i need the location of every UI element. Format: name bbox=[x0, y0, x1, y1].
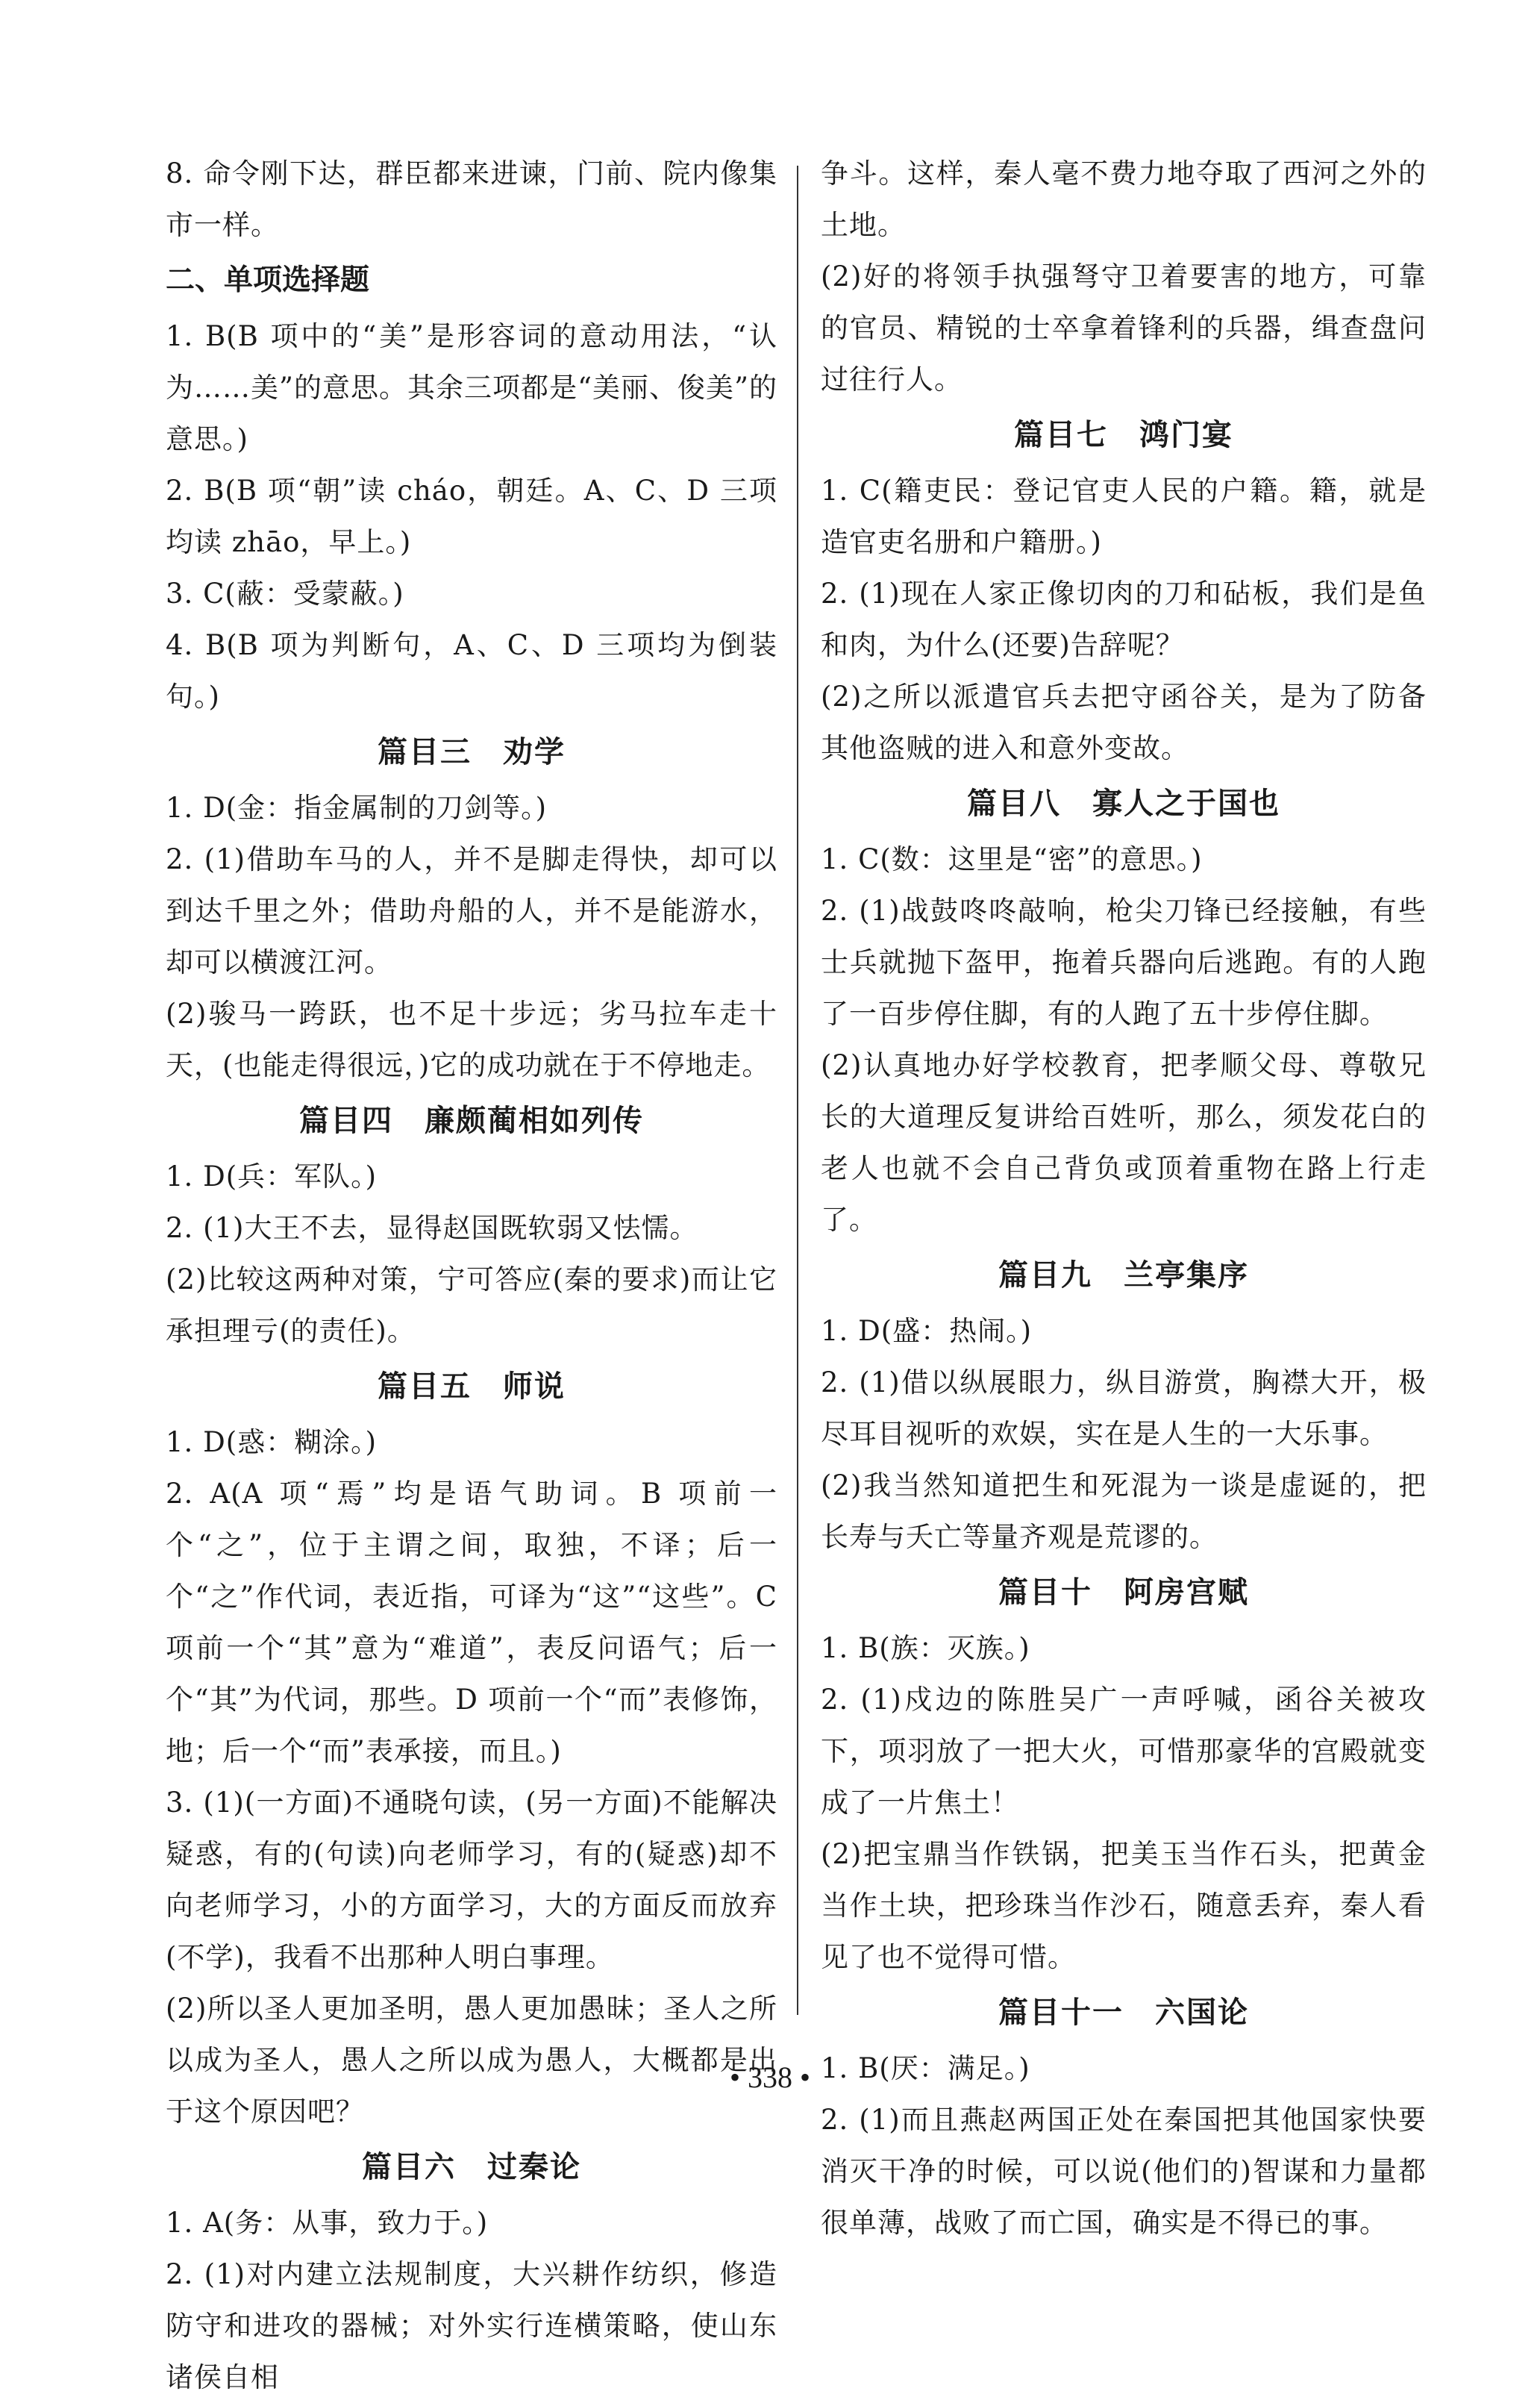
answer-paragraph: 1. D(惑：糊涂。) bbox=[166, 1426, 378, 1458]
answer-paragraph: 2. (1)现在人家正像切肉的刀和砧板，我们是鱼和肉，为什么(还要)告辞呢？ bbox=[821, 578, 1427, 661]
answer-paragraph: 1. B(厌：满足。) bbox=[821, 2052, 1030, 2084]
answer-paragraph: 1. B(族：灭族。) bbox=[821, 1632, 1030, 1664]
answer-paragraph: 2. (1)而且燕赵两国正处在秦国把其他国家快要消灭干净的时候，可以说(他们的)智谋和力量都很单薄，战败了而亡国，确实是不得已的事。 bbox=[821, 2104, 1427, 2239]
right-column bbox=[821, 148, 1427, 2249]
column-divider bbox=[797, 166, 798, 2015]
section-heading: 二、单项选择题 bbox=[166, 263, 370, 297]
answer-paragraph: 1. D(盛：热闹。) bbox=[821, 1315, 1033, 1347]
answer-paragraph: 1. D(兵：军队。) bbox=[166, 1160, 378, 1193]
answer-paragraph: (2)把宝鼎当作铁锅，把美玉当作石头，把黄金当作土块，把珍珠当作沙石，随意丢弃，秦人看见了也不觉得可惜。 bbox=[821, 1838, 1427, 1973]
section-title: 篇目五 师说 bbox=[378, 1369, 566, 1404]
section-title: 篇目九 兰亭集序 bbox=[998, 1258, 1249, 1293]
answer-paragraph: 争斗。这样，秦人毫不费力地夺取了西河之外的土地。 bbox=[821, 157, 1427, 241]
answer-paragraph: 1. C(籍吏民：登记官吏人民的户籍。籍，就是造官吏名册和户籍册。) bbox=[821, 475, 1427, 558]
answer-paragraph: 4. B(B 项为判断句，A、C、D 三项均为倒装句。) bbox=[166, 629, 777, 713]
answer-paragraph: (2)我当然知道把生和死混为一谈是虚诞的，把长寿与夭亡等量齐观是荒谬的。 bbox=[821, 1469, 1427, 1553]
answer-paragraph: 2. A(A 项“焉”均是语气助词。B 项前一个“之”，位于主谓之间，取独，不译；后一个“之”作代词，表近指，可译为“这”“这些”。C 项前一个“其”意为“难道”，表反问语气；后一个“其”为代词，那些。D 项前一个“而”表修饰，地；后一个“而”表承接，而且。) bbox=[166, 1478, 777, 1767]
section-title: 篇目六 过秦论 bbox=[362, 2150, 581, 2184]
answer-paragraph: (2)之所以派遣官兵去把守函谷关，是为了防备其他盗贼的进入和意外变故。 bbox=[821, 681, 1427, 764]
answer-paragraph: 2. (1)借助车马的人，并不是脚走得快，却可以到达千里之外；借助舟船的人，并不是能游水，却可以横渡江河。 bbox=[166, 843, 777, 978]
answer-paragraph: (2)骏马一跨跃，也不足十步远；劣马拉车走十天，(也能走得很远，)它的成功就在于不停地走。 bbox=[166, 998, 777, 1081]
answer-paragraph: 1. B(B 项中的“美”是形容词的意动用法，“认为……美”的意思。其余三项都是“美丽、俊美”的意思。) bbox=[166, 320, 777, 455]
answer-paragraph: 2. (1)借以纵展眼力，纵目游赏，胸襟大开，极尽耳目视听的欢娱，实在是人生的一大乐事。 bbox=[821, 1366, 1427, 1450]
section-title: 篇目四 廉颇蔺相如列传 bbox=[299, 1104, 644, 1138]
answer-paragraph: 3. C(蔽：受蒙蔽。) bbox=[166, 578, 404, 610]
answer-paragraph: 2. (1)对内建立法规制度，大兴耕作纺织，修造防守和进攻的器械；对外实行连横策略，使山东诸侯自相 bbox=[166, 2258, 777, 2393]
section-title: 篇目三 劝学 bbox=[378, 735, 566, 769]
answer-paragraph: 2. (1)戍边的陈胜吴广一声呼喊，函谷关被攻下，项羽放了一把大火，可惜那豪华的宫殿就变成了一片焦土！ bbox=[821, 1684, 1427, 1819]
page-number: • 338 • bbox=[729, 2060, 810, 2094]
answer-paragraph: (2)好的将领手执强弩守卫着要害的地方，可靠的官员、精锐的士卒拿着锋利的兵器，缉查盘问过往行人。 bbox=[821, 260, 1427, 396]
section-title: 篇目十 阿房宫赋 bbox=[998, 1575, 1249, 1610]
answer-paragraph: (2)认真地办好学校教育，把孝顺父母、尊敬兄长的大道理反复讲给百姓听，那么，须发花白的老人也就不会自己背负或顶着重物在路上行走了。 bbox=[821, 1049, 1427, 1236]
answer-paragraph: 8. 命令刚下达，群臣都来进谏，门前、院内像集市一样。 bbox=[166, 157, 777, 241]
answer-paragraph: 1. A(务：从事，致力于。) bbox=[166, 2207, 489, 2239]
section-title: 篇目八 寡人之于国也 bbox=[967, 787, 1280, 821]
answer-paragraph: 1. D(金：指金属制的刀剑等。) bbox=[166, 792, 548, 824]
answer-paragraph: 1. C(数：这里是“密”的意思。) bbox=[821, 843, 1203, 875]
answer-paragraph: (2)所以圣人更加圣明，愚人更加愚昧；圣人之所以成为圣人，愚人之所以成为愚人，大概都是出于这个原因吧？ bbox=[166, 1993, 777, 2128]
answer-paragraph: (2)比较这两种对策，宁可答应(秦的要求)而让它承担理亏(的责任)。 bbox=[166, 1263, 777, 1347]
answer-paragraph: 2. (1)大王不去，显得赵国既软弱又怯懦。 bbox=[166, 1212, 698, 1244]
answer-paragraph: 2. B(B 项“朝”读 cháo，朝廷。A、C、D 三项均读 zhāo，早上。) bbox=[166, 475, 777, 558]
answer-paragraph: 3. (1)(一方面)不通晓句读，(另一方面)不能解决疑惑，有的(句读)向老师学习，有的(疑惑)却不向老师学习，小的方面学习，大的方面反而放弃(不学)，我看不出那种人明白事理。 bbox=[166, 1787, 777, 1973]
section-title: 篇目七 鸿门宴 bbox=[1014, 418, 1233, 452]
section-title: 篇目十一 六国论 bbox=[998, 1996, 1249, 2030]
answer-paragraph: 2. (1)战鼓咚咚敲响，枪尖刀锋已经接触，有些士兵就抛下盔甲，拖着兵器向后逃跑。有的人跑了一百步停住脚，有的人跑了五十步停住脚。 bbox=[821, 895, 1427, 1030]
